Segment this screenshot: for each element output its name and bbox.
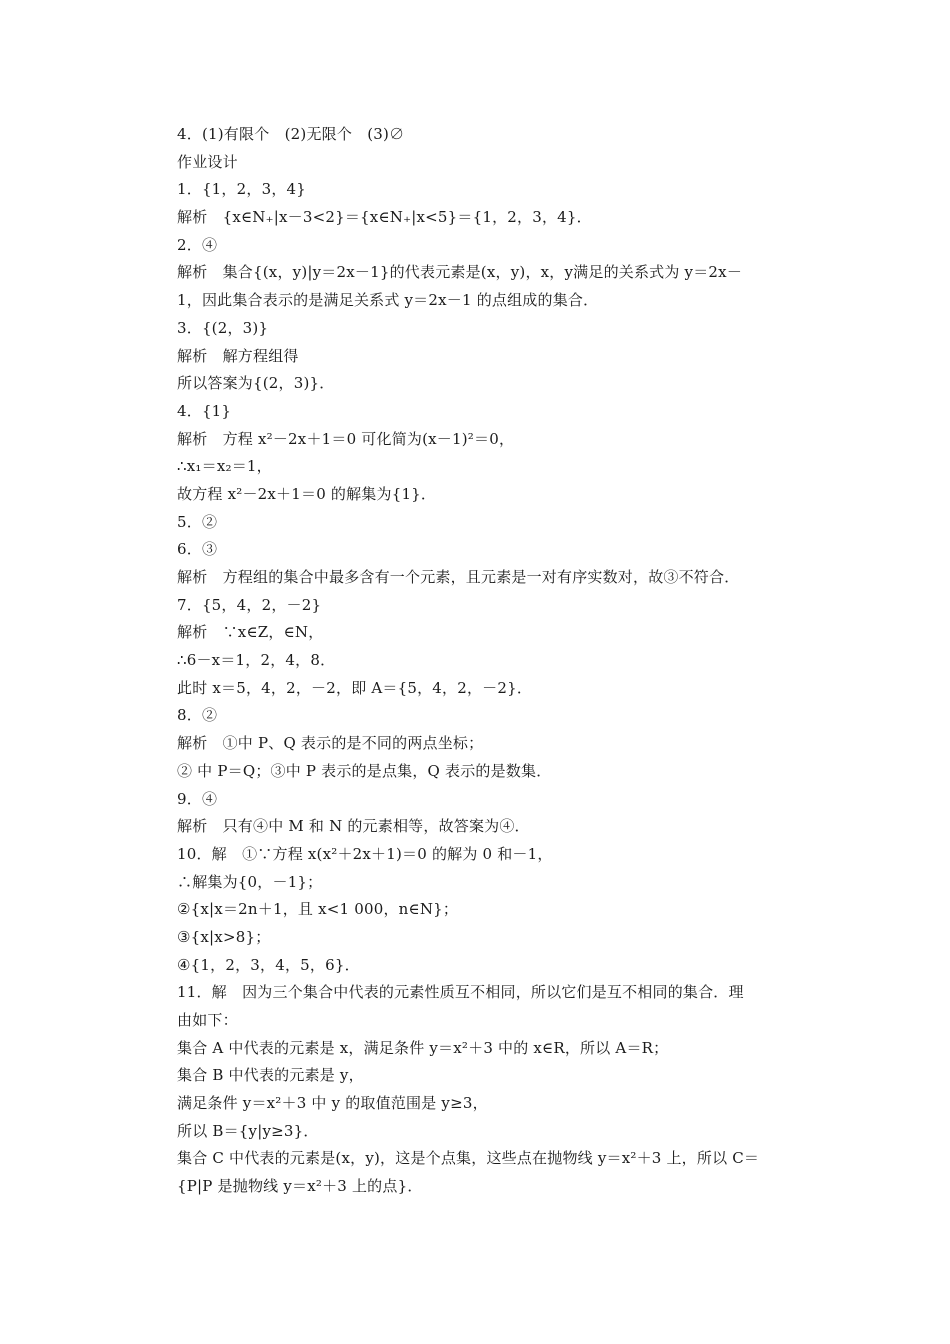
text-line: 11．解 因为三个集合中代表的元素性质互不相同，所以它们是互不相同的集合．理 (177, 983, 744, 1002)
text-line: 此时 x＝5，4，2，－2，即 A＝{5，4，2，－2}． (177, 678, 533, 697)
text-line: 集合 C 中代表的元素是(x，y)，这是个点集，这些点在抛物线 y＝x²＋3 上，所以 C＝ (177, 1149, 760, 1168)
text-line: 所以答案为{(2，3)}． (177, 374, 335, 393)
text-line: 4．{1} (177, 401, 232, 420)
text-line: 解析 方程组的集合中最多含有一个元素，且元素是一对有序实数对，故③不符合． (177, 568, 740, 586)
text-line: 由如下： (177, 1011, 238, 1029)
text-line: ④{1，2，3，4，5，6}． (177, 955, 360, 974)
text-line: 6．③ (177, 540, 218, 559)
text-line: 10．解 ①∵方程 x(x²＋2x＋1)＝0 的解为 0 和－1， (177, 844, 553, 863)
text-line: ∴6－x＝1，2，4，8． (177, 651, 336, 670)
text-line: 解析 解方程组得 (177, 346, 299, 365)
text-line: 2．④ (177, 235, 218, 254)
text-line: ∴解集为{0，－1}； (177, 872, 323, 891)
text-line: 7．{5，4，2，－2} (177, 595, 322, 614)
text-line: 解析 集合{(x，y)|y＝2x－1}的代表元素是(x，y)，x，y满足的关系式为 y＝2x－ (177, 263, 743, 282)
text-line: 解析 只有④中 M 和 N 的元素相等，故答案为④． (177, 817, 530, 836)
text-line: ② 中 P＝Q；③中 P 表示的是点集，Q 表示的是数集． (177, 761, 552, 780)
text-line: 1．{1，2，3，4} (177, 180, 307, 199)
text-line: 满足条件 y＝x²＋3 中 y 的取值范围是 y≥3， (177, 1094, 488, 1113)
text-line: 5．② (177, 512, 218, 531)
document-body (177, 121, 817, 1201)
text-line: 故方程 x²－2x＋1＝0 的解集为{1}． (177, 484, 437, 503)
text-line: ∴x₁＝x₂＝1， (177, 457, 272, 476)
text-line: 解析 {x∈N₊|x－3<2}＝{x∈N₊|x<5}＝{1，2，3，4}． (177, 208, 592, 227)
text-line: 9．④ (177, 789, 218, 808)
text-line: 解析 方程 x²－2x＋1＝0 可化简为(x－1)²＝0， (177, 429, 515, 448)
text-line: 解析 ∵x∈Z，∈N， (177, 623, 324, 642)
text-line: 3．{(2，3)} (177, 318, 269, 337)
text-line: {P|P 是抛物线 y＝x²＋3 上的点}． (177, 1177, 423, 1196)
text-line: 解析 ①中 P、Q 表示的是不同的两点坐标； (177, 734, 484, 753)
text-line: 1，因此集合表示的是满足关系式 y＝2x－1 的点组成的集合． (177, 291, 599, 310)
section-heading: 作业设计 (177, 152, 238, 171)
text-line: 所以 B＝{y|y≥3}． (177, 1121, 319, 1140)
text-line: 集合 A 中代表的元素是 x，满足条件 y＝x²＋3 中的 x∈R，所以 A＝R； (177, 1038, 669, 1057)
text-line: 集合 B 中代表的元素是 y， (177, 1066, 364, 1085)
text-line: 4．(1)有限个 (2)无限个 (3)∅ (177, 125, 405, 143)
text-line: ③{x|x>8}； (177, 927, 271, 946)
text-line: ②{x|x＝2n＋1，且 x<1 000，n∈N}； (177, 900, 459, 919)
text-line: 8．② (177, 706, 218, 725)
